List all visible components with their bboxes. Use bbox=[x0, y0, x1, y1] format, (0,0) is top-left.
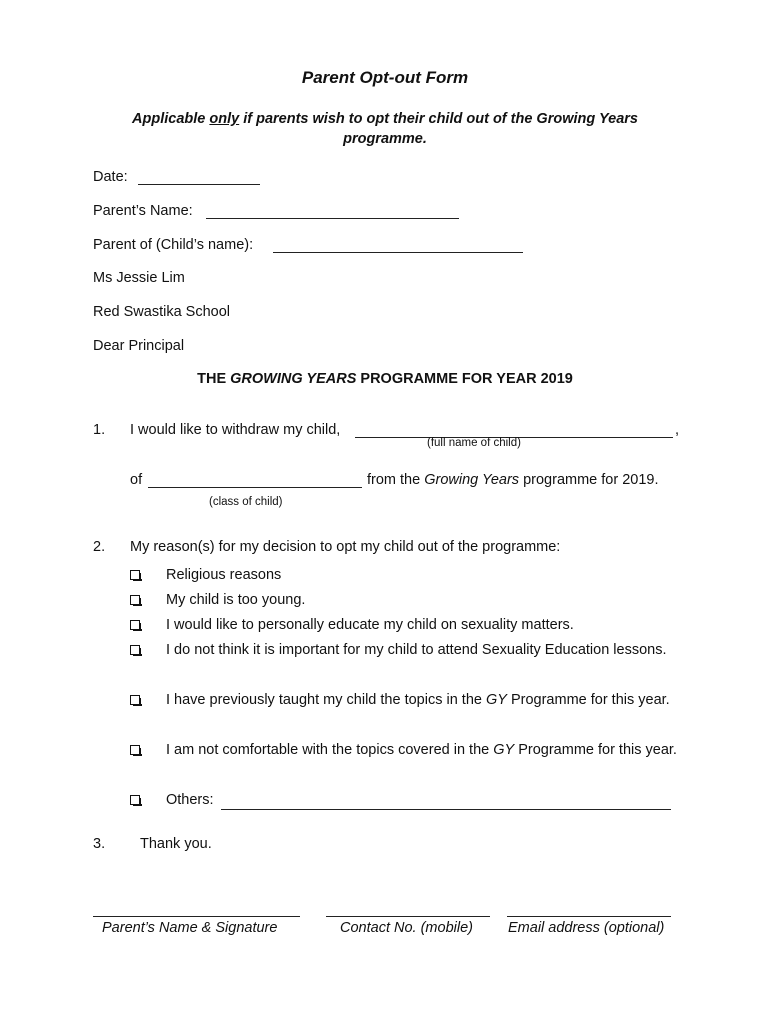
of-label: of bbox=[130, 472, 143, 488]
option-previously-taught bbox=[166, 688, 678, 713]
option-too-young: My child is too young. bbox=[166, 592, 306, 608]
form-subtitle-line2: programme. bbox=[343, 131, 427, 147]
checkbox-personally-educate[interactable] bbox=[130, 620, 140, 630]
salutation: Dear Principal bbox=[93, 338, 185, 354]
thank-you-text: Thank you. bbox=[140, 836, 212, 852]
item2-number: 2. bbox=[93, 539, 106, 555]
form-title: Parent Opt-out Form bbox=[301, 68, 469, 87]
checkbox-not-comfortable[interactable] bbox=[130, 745, 140, 755]
option-not-important: I do not think it is important for my child to attend Sexuality Education lessons. bbox=[166, 642, 667, 658]
parent-name-field[interactable] bbox=[206, 218, 459, 219]
parent-signature-field[interactable] bbox=[93, 916, 300, 917]
child-class-field[interactable] bbox=[148, 487, 362, 488]
heading-emphasis: GROWING YEARS bbox=[230, 371, 357, 387]
item3-number: 3. bbox=[93, 836, 106, 852]
email-address-field[interactable] bbox=[507, 916, 671, 917]
option-not-comfortable-emph: GY bbox=[493, 742, 515, 758]
item1-comma: , bbox=[675, 422, 680, 438]
option-previously-taught-emph: GY bbox=[485, 692, 507, 708]
option-not-comfortable-pre: I am not comfortable with the topics covered in the bbox=[166, 742, 494, 758]
programme-heading bbox=[0, 371, 770, 387]
child-name-field[interactable] bbox=[273, 252, 523, 253]
checkbox-religious[interactable] bbox=[130, 570, 140, 580]
option-not-comfortable bbox=[166, 738, 678, 763]
option-previously-taught-pre: I have previously taught my child the topics in the bbox=[166, 692, 486, 708]
school-name: Red Swastika School bbox=[93, 304, 231, 320]
option-religious: Religious reasons bbox=[166, 567, 282, 583]
parent-of-label: Parent of (Child’s name): bbox=[93, 237, 254, 253]
option-previously-taught-post: Programme for this year. bbox=[506, 692, 670, 708]
checkbox-previously-taught[interactable] bbox=[130, 695, 140, 705]
date-label: Date: bbox=[93, 169, 128, 185]
heading-part2: PROGRAMME FOR YEAR 2019 bbox=[356, 371, 573, 387]
date-field[interactable] bbox=[138, 184, 260, 185]
option-others: Others: bbox=[166, 792, 214, 808]
checkbox-others[interactable] bbox=[130, 795, 140, 805]
option-not-comfortable-post: Programme for this year. bbox=[514, 742, 677, 758]
checkbox-too-young[interactable] bbox=[130, 595, 140, 605]
heading-part1: THE bbox=[197, 371, 231, 387]
recipient-name: Ms Jessie Lim bbox=[93, 270, 185, 286]
from-part1: from the bbox=[367, 472, 425, 488]
subtitle-part2: if parents wish to opt their child out of the Growing Years bbox=[239, 111, 638, 127]
others-field[interactable] bbox=[221, 809, 671, 810]
subtitle-emphasis: only bbox=[209, 111, 240, 127]
option-personally-educate: I would like to personally educate my child on sexuality matters. bbox=[166, 617, 574, 633]
from-programme-text bbox=[367, 472, 659, 488]
item1-number: 1. bbox=[93, 422, 106, 438]
from-part2: programme for 2019. bbox=[519, 472, 659, 488]
child-name-hint: (full name of child) bbox=[427, 437, 521, 449]
parent-signature-label: Parent’s Name & Signature bbox=[102, 920, 278, 936]
subtitle-part1: Applicable bbox=[132, 111, 210, 127]
from-emphasis: Growing Years bbox=[424, 472, 520, 488]
form-subtitle bbox=[0, 111, 770, 127]
checkbox-not-important[interactable] bbox=[130, 645, 140, 655]
parent-name-label: Parent’s Name: bbox=[93, 203, 193, 219]
email-address-label: Email address (optional) bbox=[508, 920, 665, 936]
class-hint: (class of child) bbox=[209, 496, 283, 508]
item2-text: My reason(s) for my decision to opt my child out of the programme: bbox=[130, 539, 561, 555]
contact-number-field[interactable] bbox=[326, 916, 490, 917]
contact-number-label: Contact No. (mobile) bbox=[340, 920, 473, 936]
item1-text: I would like to withdraw my child, bbox=[130, 422, 341, 438]
